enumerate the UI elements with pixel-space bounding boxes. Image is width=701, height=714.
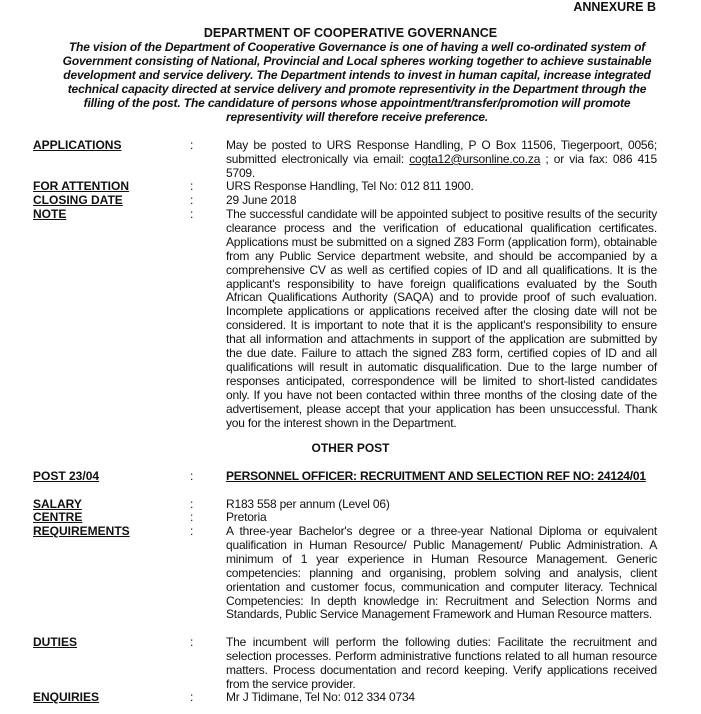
note-value: The successful candidate will be appointed subject to positive results of the security clearance process and the verification of educational qualification certificates. Applications must be submitted on a signed Z83 Form (application form), obtainable from any Public Service department website, and should be accompanied by a comprehensive CV as well as certified copies of ID and all qualifications. It is the applicant's responsibility to have foreign qualifications evaluated by the South African Qualifications Authority (SAQA) and to provide proof of such evaluation. Incomplete applications or applications received after the closing date will not be considered. It is important to note that it is the applicant's responsibility to ensure that all information and attachments in support of the application are submitted by the due date. Failure to attach the signed Z83 form, certified copies of ID and all qualifications will result in automatic disqualification. Due to the large number of responses anticipated, correspondence will be limited to short-listed candidates only. If you have not been contacted within three months of the closing date of the advertisement, please accept that your application has been unsuccessful. Thank you for the interest shown in the Department.: [226, 207, 657, 430]
colon: :: [190, 469, 194, 483]
colon: :: [190, 193, 194, 207]
requirements-value: A three-year Bachelor's degree or a three-year National Diploma or equivalent qualification in Human Resource/ Public Management/ Public Administration. A minimum of 1 year experience in Human Resource Management. Generic competencies: planning and organising, problem solving and analysis, client orientation and customer focus, communication and computer literacy. Technical Competencies: In depth knowledge in: Recruitment and Selection Norms and Standards, Public Service Management Framework and Human Resource matters.: [226, 524, 657, 622]
for-attention-label: FOR ATTENTION: [33, 179, 129, 193]
salary-value: R183 558 per annum (Level 06): [226, 497, 390, 511]
email-link[interactable]: cogta12@ursonline.co.za: [409, 151, 541, 166]
colon: :: [190, 179, 194, 193]
requirements-label: REQUIREMENTS: [33, 524, 130, 538]
closing-date-value: 29 June 2018: [226, 193, 297, 207]
annexure-label: ANNEXURE B: [573, 0, 656, 14]
salary-label: SALARY: [33, 497, 82, 511]
vision-statement: The vision of the Department of Cooperative Governance is one of having a well co-ordinated system of Government consisting of National, Provincial and Local spheres working together to achieve sustainable development and service delivery. The Department intends to invest in human capital, increase integrated technical capacity directed at service delivery and promote representivity in the Department through the filling of the post. The candidature of persons whose appointment/transfer/promotion will promote representivity will therefore receive preference.: [62, 40, 652, 124]
colon: :: [190, 207, 194, 221]
colon: :: [190, 138, 194, 152]
applications-label: APPLICATIONS: [33, 138, 122, 152]
centre-value: Pretoria: [226, 510, 267, 524]
applications-value: [226, 139, 657, 181]
applications-fax-text: ; or via fax: 086 415 5709.: [226, 151, 657, 180]
centre-label: CENTRE: [33, 510, 83, 524]
note-label: NOTE: [33, 207, 67, 221]
closing-date-label: CLOSING DATE: [33, 193, 123, 207]
post-number-label: POST 23/04: [33, 469, 100, 483]
colon: :: [190, 497, 194, 511]
for-attention-value: URS Response Handling, Tel No: 012 811 1900.: [226, 179, 474, 193]
other-post-heading: OTHER POST: [311, 441, 390, 455]
post-title: PERSONNEL OFFICER: RECRUITMENT AND SELECTION REF NO: 24124/01: [226, 469, 646, 483]
duties-label: DUTIES: [33, 635, 78, 649]
colon: :: [190, 510, 194, 524]
colon: :: [190, 524, 194, 538]
colon: :: [190, 635, 194, 649]
department-title: DEPARTMENT OF COOPERATIVE GOVERNANCE: [203, 26, 498, 40]
enquiries-label: ENQUIRIES: [33, 690, 100, 704]
duties-value: The incumbent will perform the following duties: Facilitate the recruitment and selection processes. Perform administrative functions related to all human resource matters. Process documentation and record keeping. Verify applications received from the service provider.: [226, 635, 657, 691]
enquiries-value: Mr J Tidimane, Tel No: 012 334 0734: [226, 690, 415, 704]
colon: :: [190, 690, 194, 704]
applications-text: May be posted to URS Response Handling, P O Box 11506, Tiegerpoort, 0056; submitted electronically via email:: [226, 138, 657, 166]
